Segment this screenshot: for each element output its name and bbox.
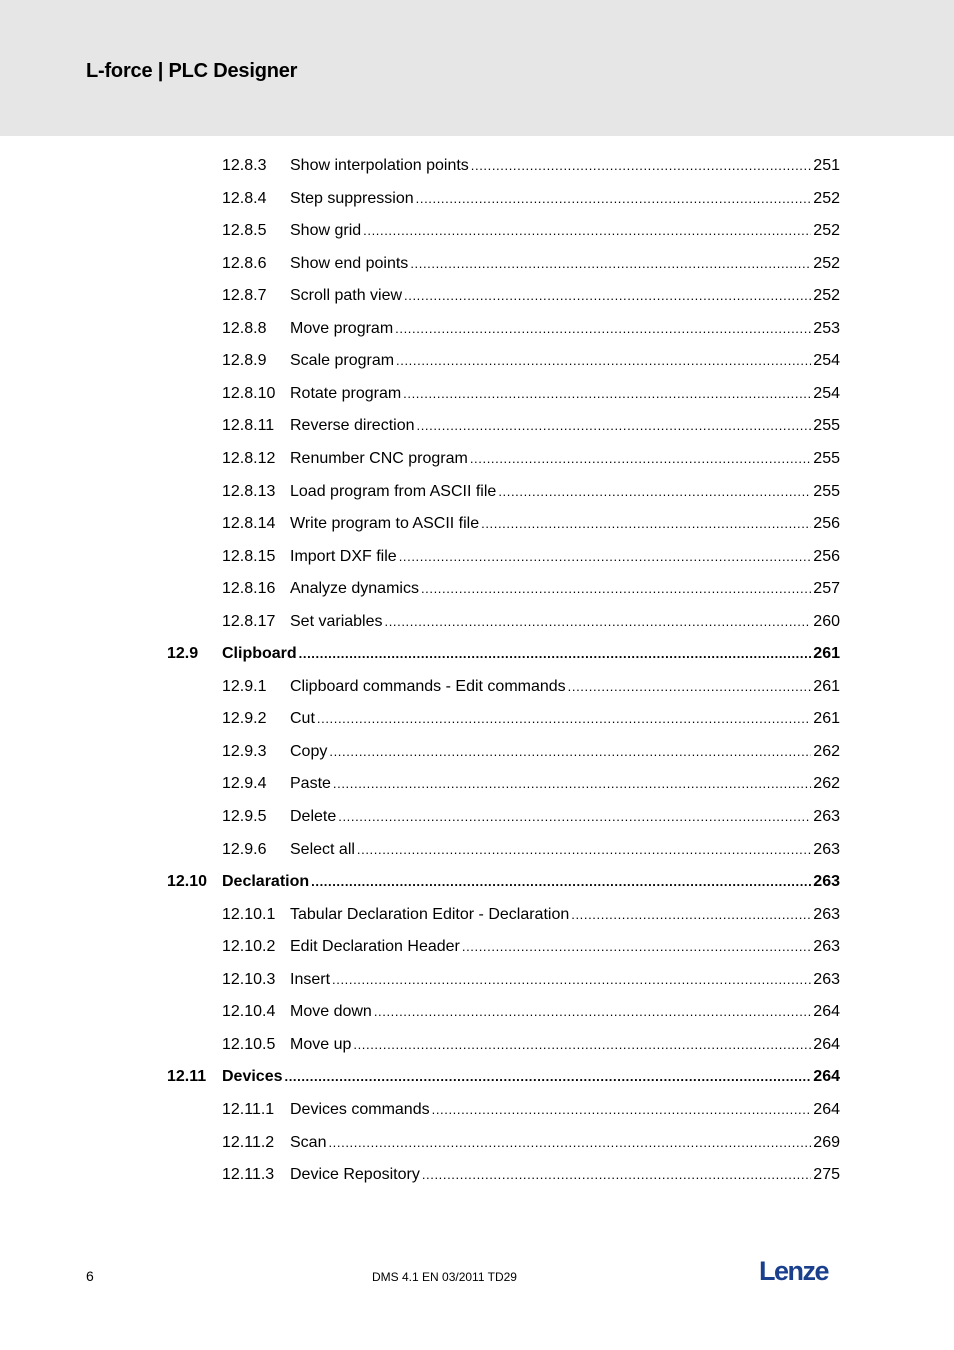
toc-entry-page: 255 [813, 449, 840, 467]
toc-entry-line [290, 611, 840, 633]
toc-entry[interactable] [0, 839, 954, 861]
toc-entry-title: Device Repository [290, 1166, 420, 1184]
toc-entry-page: 261 [813, 677, 840, 695]
toc-entry-page: 263 [813, 905, 840, 923]
toc-entry[interactable] [0, 741, 954, 763]
toc-entry-page: 255 [813, 417, 840, 435]
toc-entry[interactable] [0, 1099, 954, 1121]
toc-entry-number: 12.10.5 [222, 1035, 276, 1053]
toc-entry-title: Copy [290, 742, 328, 760]
toc-entry[interactable] [0, 285, 954, 307]
toc-entry[interactable] [0, 155, 954, 177]
toc-entry-title: Reverse direction [290, 417, 415, 435]
toc-entry-number: 12.9 [167, 645, 199, 663]
toc-entry-number: 12.9.2 [222, 710, 267, 728]
toc-entry-line [290, 546, 840, 568]
toc-dot-leader [571, 904, 811, 926]
toc-entry-line [290, 1001, 840, 1023]
toc-entry-number: 12.8.12 [222, 449, 276, 467]
toc-entry-line [290, 578, 840, 600]
toc-entry-page: 253 [813, 319, 840, 337]
toc-entry-line [290, 188, 840, 210]
document-title: L-force | PLC Designer [86, 60, 298, 82]
toc-dot-leader [399, 546, 812, 568]
toc-entry[interactable] [0, 383, 954, 405]
toc-entry-line [290, 481, 840, 503]
toc-entry[interactable] [0, 643, 954, 665]
toc-entry-line [290, 350, 840, 372]
toc-entry-number: 12.11.3 [222, 1166, 275, 1184]
toc-entry-number: 12.8.4 [222, 189, 267, 207]
toc-entry-page: 263 [813, 808, 840, 825]
toc-dot-leader [462, 936, 811, 958]
toc-entry-number: 12.8.5 [222, 222, 267, 240]
toc-entry-title: Show end points [290, 254, 409, 272]
toc-entry-number: 12.8.16 [222, 580, 276, 598]
toc-entry-title: Insert [290, 970, 331, 988]
toc-dot-leader [332, 969, 811, 991]
toc-dot-leader [432, 1099, 812, 1121]
toc-entry-number: 12.8.11 [222, 417, 275, 435]
footer-document-code: DMS 4.1 EN 03/2011 TD29 [372, 1270, 517, 1284]
toc-entry-page: 251 [813, 157, 840, 174]
toc-entry[interactable] [0, 1132, 954, 1154]
toc-entry-line [290, 839, 840, 861]
toc-entry-page: 264 [813, 1035, 840, 1053]
toc-entry-line [290, 253, 840, 275]
toc-entry-line [290, 220, 840, 242]
toc-entry-page: 261 [813, 710, 840, 728]
toc-entry[interactable] [0, 220, 954, 242]
toc-entry[interactable] [0, 513, 954, 535]
toc-entry-page: 264 [813, 1003, 840, 1021]
toc-entry-number: 12.8.7 [222, 287, 267, 305]
toc-entry-title: Clipboard [222, 645, 297, 663]
toc-entry-title: Scroll path view [290, 287, 403, 305]
toc-entry-title: Devices [222, 1068, 283, 1086]
toc-entry-number: 12.11.2 [222, 1133, 275, 1151]
toc-entry-page: 263 [813, 840, 840, 858]
toc-entry-title: Move down [290, 1003, 372, 1021]
toc-dot-leader [421, 578, 811, 600]
toc-entry-line [290, 936, 840, 958]
toc-entry-number: 12.9.6 [222, 840, 267, 858]
toc-entry-number: 12.8.3 [222, 157, 267, 174]
toc-entry-page: 252 [813, 222, 840, 240]
toc-entry-line [290, 773, 840, 795]
toc-entry-page: 254 [813, 352, 840, 370]
toc-entry-title: Tabular Declaration Editor - Declaration [290, 905, 570, 923]
toc-entry-title: Show interpolation points [290, 157, 469, 174]
toc-entry-number: 12.11.1 [222, 1100, 275, 1118]
toc-entry-number: 12.8.15 [222, 547, 276, 565]
toc-entry-line [222, 871, 840, 893]
toc-entry-line [290, 155, 840, 177]
toc-entry-line [290, 285, 840, 307]
toc-dot-leader [470, 448, 811, 470]
toc-dot-leader [498, 481, 811, 503]
header-band [0, 0, 954, 136]
toc-entry-page: 256 [813, 515, 840, 533]
toc-entry-page: 261 [813, 645, 840, 663]
toc-entry-title: Show grid [290, 222, 362, 240]
toc-entry-page: 262 [813, 775, 840, 793]
toc-dot-leader [396, 350, 811, 372]
toc-entry-line [290, 318, 840, 340]
toc-entry-title: Set variables [290, 612, 383, 630]
toc-entry-title: Select all [290, 840, 355, 858]
toc-entry[interactable] [0, 350, 954, 372]
toc-entry-page: 269 [813, 1133, 840, 1151]
toc-entry-title: Move program [290, 319, 394, 337]
toc-dot-leader [328, 1132, 811, 1154]
toc-entry-line [290, 415, 840, 437]
toc-entry[interactable] [0, 611, 954, 633]
toc-entry[interactable] [0, 318, 954, 340]
toc-entry-title: Declaration [222, 873, 310, 891]
toc-entry-line [290, 1034, 840, 1056]
toc-entry-line [290, 806, 840, 828]
toc-entry[interactable] [0, 904, 954, 926]
toc-entry-title: Renumber CNC program [290, 449, 468, 467]
toc-entry-number: 12.8.13 [222, 482, 276, 500]
toc-entry-title: Scale program [290, 352, 395, 370]
toc-entry-line [290, 708, 840, 730]
toc-entry[interactable] [0, 871, 954, 893]
toc-dot-leader [416, 188, 812, 210]
toc-entry-page: 255 [813, 482, 840, 500]
toc-entry[interactable] [0, 1001, 954, 1023]
toc-entry-page: 262 [813, 742, 840, 760]
toc-entry[interactable] [0, 1034, 954, 1056]
toc-dot-leader [417, 415, 812, 437]
toc-entry-page: 252 [813, 254, 840, 272]
toc-entry[interactable] [0, 578, 954, 600]
toc-entry-number: 12.10.2 [222, 938, 276, 956]
toc-entry[interactable] [0, 448, 954, 470]
toc-entry-page: 252 [813, 189, 840, 207]
toc-entry[interactable] [0, 253, 954, 275]
toc-dot-leader [395, 318, 811, 340]
toc-dot-leader [481, 513, 811, 535]
toc-dot-leader [333, 773, 811, 795]
toc-entry-title: Rotate program [290, 384, 402, 402]
toc-entry-line [290, 1164, 840, 1186]
toc-entry-title: Scan [290, 1133, 327, 1151]
toc-entry-page: 263 [813, 970, 840, 988]
toc-dot-leader [357, 839, 811, 861]
toc-dot-leader [338, 806, 811, 828]
toc-entry-title: Devices commands [290, 1100, 430, 1118]
toc-entry[interactable] [0, 415, 954, 437]
toc-entry-line [290, 1099, 840, 1121]
toc-dot-leader [471, 155, 812, 177]
toc-entry-number: 12.10.4 [222, 1003, 276, 1021]
toc-entry-line [290, 969, 840, 991]
toc-entry-number: 12.8.14 [222, 515, 276, 533]
toc-entry-line [290, 383, 840, 405]
toc-entry[interactable] [0, 969, 954, 991]
toc-entry-page: 263 [813, 938, 840, 956]
toc-entry[interactable] [0, 676, 954, 698]
toc-entry[interactable] [0, 1066, 954, 1088]
toc-entry-page: 252 [813, 287, 840, 305]
toc-entry[interactable] [0, 546, 954, 568]
toc-entry-line [290, 676, 840, 698]
toc-dot-leader [299, 643, 812, 665]
toc-entry[interactable] [0, 806, 954, 828]
toc-entry[interactable] [0, 1164, 954, 1186]
toc-entry-number: 12.11 [167, 1068, 207, 1086]
toc-entry-number: 12.8.17 [222, 612, 276, 630]
toc-entry[interactable] [0, 481, 954, 503]
toc-entry-number: 12.8.10 [222, 384, 276, 402]
toc-entry-number: 12.10.1 [222, 905, 276, 923]
toc-entry-line [290, 1132, 840, 1154]
toc-entry-page: 257 [813, 580, 840, 598]
toc-dot-leader [404, 285, 811, 307]
toc-entry[interactable] [0, 708, 954, 730]
toc-dot-leader [363, 220, 811, 242]
toc-entry-title: Load program from ASCII file [290, 482, 497, 500]
lenze-logo: Lenze [759, 1256, 829, 1286]
toc-entry-title: Edit Declaration Header [290, 938, 460, 956]
toc-entry-title: Analyze dynamics [290, 580, 419, 598]
toc-dot-leader [422, 1164, 811, 1186]
toc-entry-line [290, 904, 840, 926]
toc-dot-leader [403, 383, 811, 405]
toc-entry-page: 275 [813, 1166, 840, 1184]
toc-entry-title: Clipboard commands - Edit commands [290, 677, 566, 695]
toc-entry-number: 12.9.3 [222, 742, 267, 760]
toc-dot-leader [285, 1066, 812, 1088]
toc-dot-leader [568, 676, 812, 698]
toc-entry-number: 12.9.1 [222, 677, 267, 695]
toc-dot-leader [311, 871, 811, 893]
toc-entry-title: Write program to ASCII file [290, 515, 480, 533]
toc-entry-number: 12.10 [167, 873, 208, 891]
toc-entry-title: Move up [290, 1035, 352, 1053]
toc-entry-line [290, 741, 840, 763]
toc-entry-title: Paste [290, 775, 331, 793]
toc-dot-leader [329, 741, 811, 763]
toc-entry[interactable] [0, 773, 954, 795]
toc-dot-leader [317, 708, 811, 730]
toc-entry-page: 256 [813, 547, 840, 565]
toc-entry-number: 12.9.5 [222, 808, 267, 825]
toc-entry-number: 12.10.3 [222, 970, 276, 988]
toc-dot-leader [353, 1034, 811, 1056]
toc-entry-page: 254 [813, 384, 840, 402]
toc-entry-page: 264 [813, 1068, 840, 1086]
toc-entry-title: Cut [290, 710, 315, 728]
toc-entry[interactable] [0, 188, 954, 210]
toc-entry[interactable] [0, 936, 954, 958]
toc-entry-line [290, 513, 840, 535]
toc-entry-line [222, 643, 840, 665]
toc-entry-page: 263 [813, 873, 840, 891]
toc-entry-page: 260 [813, 612, 840, 630]
toc-entry-title: Step suppression [290, 189, 414, 207]
footer-page-number: 6 [86, 1268, 94, 1284]
toc-dot-leader [374, 1001, 811, 1023]
toc-entry-number: 12.8.9 [222, 352, 267, 370]
toc-entry-title: Import DXF file [290, 547, 397, 565]
toc-dot-leader [410, 253, 811, 275]
toc-dot-leader [385, 611, 812, 633]
toc-entry-number: 12.8.8 [222, 319, 267, 337]
toc-entry-number: 12.8.6 [222, 254, 267, 272]
toc-entry-title: Delete [290, 808, 337, 825]
toc-entry-number: 12.9.4 [222, 775, 267, 793]
toc-entry-line [222, 1066, 840, 1088]
toc-entry-page: 264 [813, 1100, 840, 1118]
toc-entry-line [290, 448, 840, 470]
